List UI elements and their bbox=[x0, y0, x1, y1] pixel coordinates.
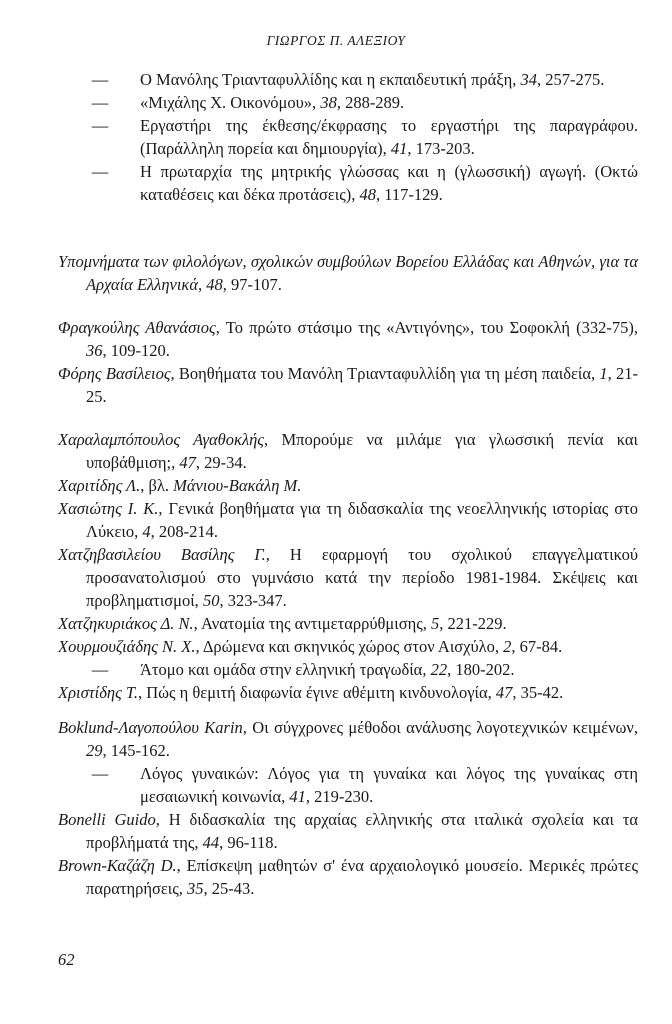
section-continuation bbox=[58, 68, 638, 206]
index-subentry: — Εργαστήρι της έκθεσης/έκφρασης το εργαστήρι της παραγράφου. (Παράλληλη πορεία και δημιουργία), 41, 173-203. bbox=[91, 116, 638, 158]
index-entry: Brown-Καζάζη D., Επίσκεψη μαθητών σ' ένα αρχαιολογικό μουσείο. Μερικές πρώτες παρατηρήσεις, 35, 25-43. bbox=[58, 856, 638, 898]
dash-mark: — bbox=[91, 93, 109, 112]
dash-mark: — bbox=[91, 660, 109, 679]
section-latin-b bbox=[58, 716, 638, 900]
entry-author: Bonelli Guido bbox=[58, 810, 156, 829]
index-entry: Φόρης Βασίλειος, Βοηθήματα του Μανόλη Τριανταφυλλίδη για τη μέση παιδεία, 1, 21-25. bbox=[58, 364, 639, 406]
index-subentry: — Ο Μανόλης Τριανταφυλλίδης και η εκπαιδευτική πράξη, 34, 257-275. bbox=[91, 70, 605, 89]
index-entry: Χουρμουζιάδης Ν. Χ., Δρώμενα και σκηνικός χώρος στον Αισχύλο, 2, 67-84. bbox=[58, 637, 563, 656]
section-ypomnimata bbox=[58, 250, 638, 296]
page-number: 62 bbox=[58, 950, 75, 969]
entry-author: Χαριτίδης Λ. bbox=[58, 476, 141, 495]
entry-author: Brown-Καζάζη D. bbox=[58, 856, 177, 875]
index-entry: Χατζηκυριάκος Δ. Ν., Ανατομία της αντιμεταρρύθμισης, 5, 221-229. bbox=[58, 614, 507, 633]
entry-author: Χατζηκυριάκος Δ. Ν. bbox=[58, 614, 194, 633]
index-entry: Boklund-Λαγοπούλου Karin, Οι σύγχρονες μέθοδοι ανάλυσης λογοτεχνικών κειμένων, 29, 145-162. bbox=[58, 718, 638, 760]
entry-author: Boklund-Λαγοπούλου Karin bbox=[58, 718, 243, 737]
entry-author: Φραγκούλης Αθανάσιος bbox=[58, 318, 216, 337]
dash-mark: — bbox=[91, 70, 109, 89]
entry-title: Υπομνήματα των φιλολόγων, σχολικών συμβούλων Βορείου Ελλάδας και Αθηνών, για τα Αρχαία Ελληνικά bbox=[58, 252, 638, 294]
entry-author: Χριστίδης Τ. bbox=[58, 683, 138, 702]
index-entry: Χαριτίδης Λ., βλ. Μάνιου-Βακάλη Μ. bbox=[58, 476, 302, 495]
index-subentry: — «Μιχάλης Χ. Οικονόμου», 38, 288-289. bbox=[91, 93, 405, 112]
running-head: ΓΙΩΡΓΟΣ Π. ΑΛΕΞΙΟΥ bbox=[266, 33, 406, 48]
index-entry: Χριστίδης Τ., Πώς η θεμιτή διαφωνία έγινε αθέμιτη κινδυνολογία, 47, 35-42. bbox=[58, 683, 564, 702]
index-subentry: — Λόγος γυναικών: Λόγος για τη γυναίκα και λόγος της γυναίκας στη μεσαιωνική κοινωνία, 41, 219-230. bbox=[91, 764, 638, 806]
dash-mark: — bbox=[91, 162, 109, 181]
entry-author: Χασιώτης Ι. Κ. bbox=[58, 499, 159, 518]
index-entry: Χασιώτης Ι. Κ., Γενικά βοηθήματα για τη διδασκαλία της νεοελληνικής ιστορίας στο Λύκειο, 4, 208-214. bbox=[58, 499, 638, 541]
dash-mark: — bbox=[91, 116, 109, 135]
entry-author: Χατζηβασιλείου Βασίλης Γ. bbox=[58, 545, 266, 564]
index-entry: Φραγκούλης Αθανάσιος, Το πρώτο στάσιμο της «Αντιγόνης», του Σοφοκλή (332-75), 36, 109-120. bbox=[58, 318, 638, 360]
section-chi bbox=[58, 428, 638, 704]
entry-author: Φόρης Βασίλειος bbox=[58, 364, 171, 383]
index-entry: Bonelli Guido, Η διδασκαλία της αρχαίας ελληνικής στα ιταλικά σχολεία και τα προβλήματά της, 44, 96-118. bbox=[58, 810, 639, 852]
index-subentry: — Άτομο και ομάδα στην ελληνική τραγωδία, 22, 180-202. bbox=[91, 660, 515, 679]
entry-author: Χουρμουζιάδης Ν. Χ. bbox=[58, 637, 196, 656]
index-subentry: — Η πρωταρχία της μητρικής γλώσσας και η (γλωσσική) αγωγή. (Οκτώ καταθέσεις και δέκα προτάσεις), 48, 117-129. bbox=[91, 162, 638, 204]
entry-author: Χαραλαμπόπουλος Αγαθοκλής bbox=[58, 430, 264, 449]
index-entry: Υπομνήματα των φιλολόγων, σχολικών συμβούλων Βορείου Ελλάδας και Αθηνών, για τα Αρχαία Ελληνικά, 48, 97-107. bbox=[58, 252, 638, 294]
index-entry: Χατζηβασιλείου Βασίλης Γ., Η εφαρμογή του σχολικού επαγγελματικού προσανατολισμού στο γυμνάσιο κατά την περίοδο 1981-1984. Σκέψεις και προβληματισμοί, 50, 323-347. bbox=[58, 545, 639, 610]
index-entry: Χαραλαμπόπουλος Αγαθοκλής, Μπορούμε να μιλάμε για γλωσσική πενία και υποβάθμιση;, 47, 29-34. bbox=[58, 430, 638, 472]
section-phi bbox=[58, 316, 638, 408]
dash-mark: — bbox=[91, 764, 109, 783]
